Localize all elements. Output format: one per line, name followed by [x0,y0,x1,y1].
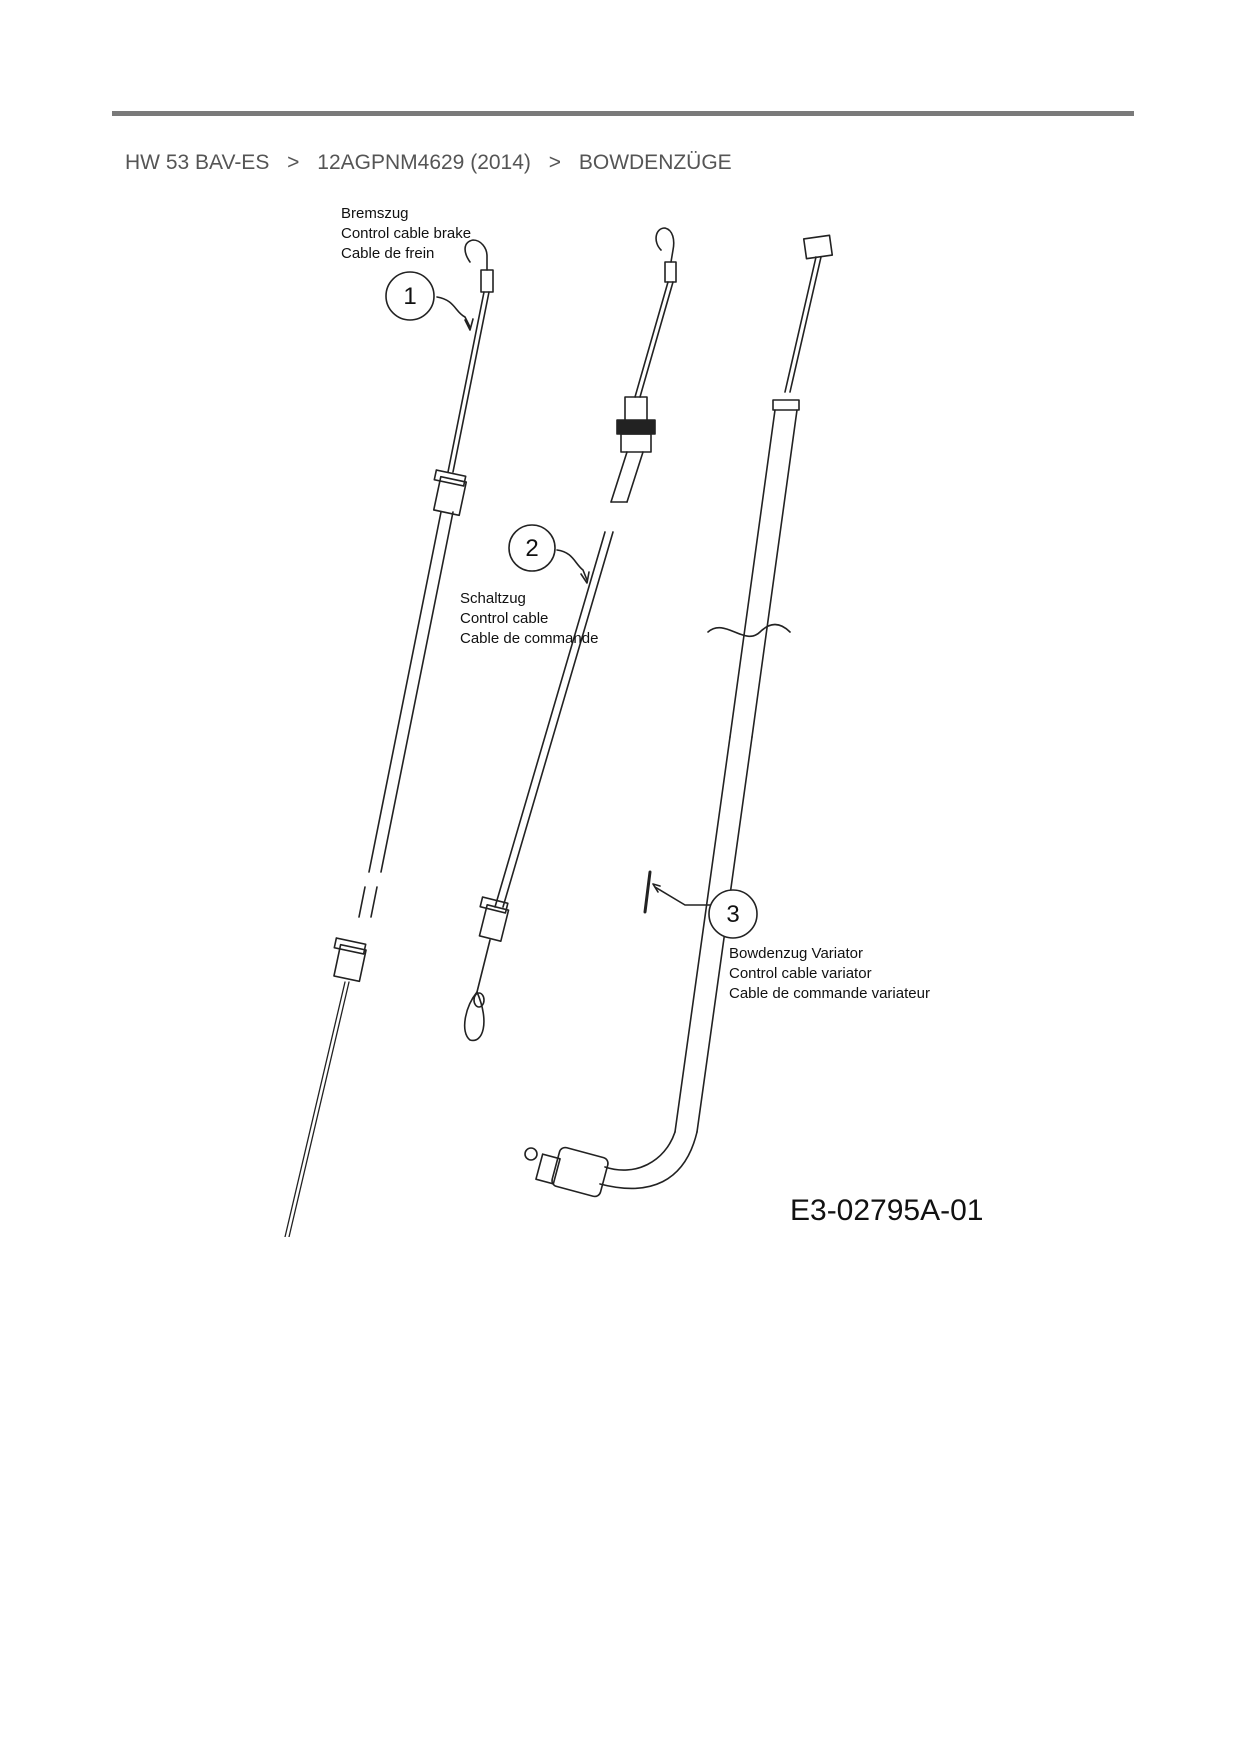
label-line: Bremszug [341,205,409,222]
label-line: Cable de commande [460,630,599,647]
callout-number: 1 [403,283,417,310]
diagram-code: E3-02795A-01 [790,1194,984,1227]
breadcrumb-part-number[interactable]: 12AGPNM4629 (2014) [317,151,531,174]
label-part-3 [729,945,930,1002]
brake-cable [285,240,493,1237]
label-part-2 [460,590,598,647]
breadcrumb-separator: > [548,151,562,174]
breadcrumb [125,151,732,175]
label-line: Control cable brake [341,225,472,242]
header-rule [112,111,1134,116]
breadcrumb-model[interactable]: HW 53 BAV-ES [125,151,270,174]
variator-cable [525,235,832,1198]
breadcrumb-separator: > [287,151,300,174]
label-line: Control cable variator [729,965,872,982]
label-line: Cable de frein [341,245,435,262]
label-line: Cable de commande variateur [729,985,930,1002]
parts-diagram-svg [255,192,1000,1237]
label-part-1 [341,205,471,262]
callout-number: 3 [726,901,740,928]
callout-2 [509,525,555,571]
label-line: Bowdenzug Variator [729,945,863,962]
label-line: Control cable [460,610,549,627]
breadcrumb-section: BOWDENZÜGE [578,151,732,174]
label-line: Schaltzug [460,590,526,607]
callout-3 [709,890,757,938]
callout-1 [386,272,434,320]
callout-number: 2 [525,535,539,562]
parts-diagram [255,192,1000,1237]
